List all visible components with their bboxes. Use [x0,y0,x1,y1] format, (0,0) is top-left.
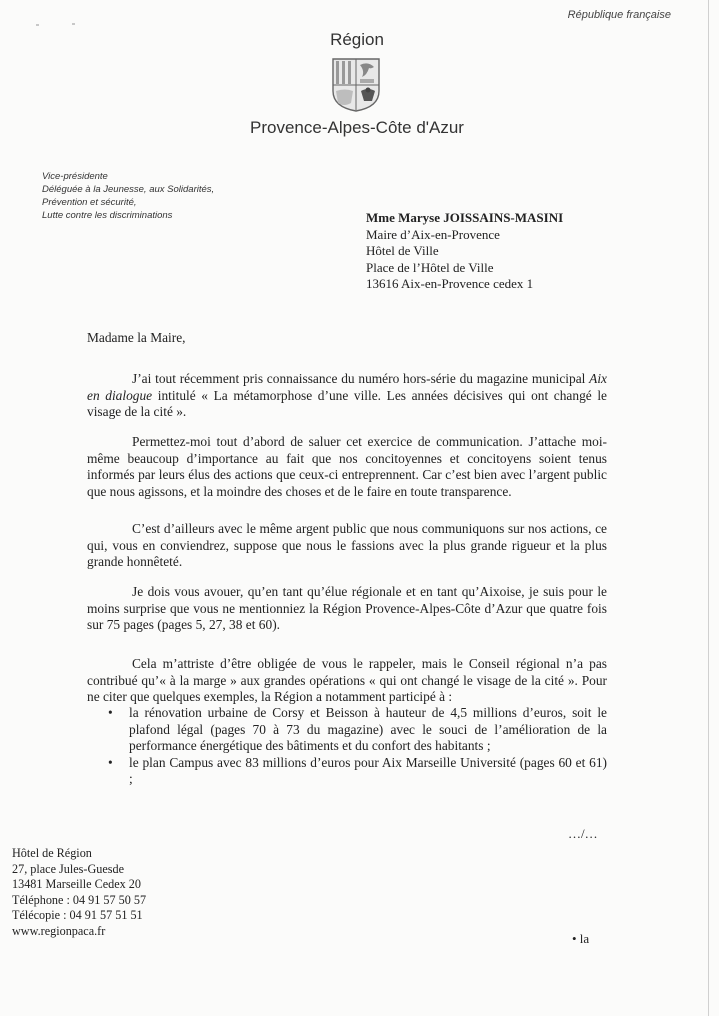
next-page-hint: • la [572,931,590,946]
recipient-line: Maire d’Aix-en-Provence [366,226,500,242]
sender-title-line: Déléguée à la Jeunesse, aux Solidarités, [42,184,215,195]
recipient-line: Place de l’Hôtel de Ville [366,259,494,275]
contribution-list [87,705,607,788]
p1-text-end: intitulé « La métamorphose d’une ville. Les années décisives qui ont changé le visage de la cité ». [87,387,607,419]
list-item-text: le plan Campus avec 83 millions d’euros pour Aix Marseille Université (pages 60 et 61) ; [129,754,607,786]
continued-marker: …/… [568,826,598,841]
region-name: Provence-Alpes-Côte d'Azur [250,118,464,137]
bullet-mark: • [108,705,113,720]
footer-line: 27, place Jules-Guesde [12,861,125,876]
republic-label: République française [567,9,671,21]
scan-speck [36,24,39,26]
recipient-line: Hôtel de Ville [366,243,439,259]
footer-website: www.regionpaca.fr [12,923,106,938]
list-item [87,755,607,788]
recipient-name: Mme Maryse JOISSAINS-MASINI [366,210,564,225]
footer-line: Téléphone : 04 91 57 50 57 [12,892,147,907]
scan-speck [72,23,75,25]
paragraph-4: Je dois vous avouer, qu’en tant qu’élue régionale et en tant qu’Aixoise, je suis pour le moins surprise que vous ne mentionniez la Région Provence-Alpes-Côte d’Azur que quatre fois sur 75 pages (pages 5, 27, 38 et 60). [87,584,607,632]
salutation: Madame la Maire, [87,330,186,345]
coat-of-arms-icon [331,57,381,113]
recipient-line: 13616 Aix-en-Provence cedex 1 [366,276,534,292]
bullet-mark: • [108,754,113,770]
recipient-address [366,210,563,293]
footer-line: Télécopie : 04 91 57 51 51 [12,908,143,922]
paragraph-2: Permettez-moi tout d’abord de saluer cet exercice de communication. J’attache moi-même beaucoup d’importance au fait que nos concitoyennes et concitoyens soient tenus informés par leurs élus des actions que ceux-ci entreprennent. Car c’est bien avec l’argent public que nous agissons, et la moindre des choses et de le faire en toute transparence. [87,434,607,499]
paragraph-3: C’est d’ailleurs avec le même argent public que nous communiquons sur nos actions, ce qui, vous en conviendrez, suppose que nous le fassions avec la plus grande rigueur et la plus grande honnêteté. [87,521,607,569]
list-item-text: la rénovation urbaine de Corsy et Beisson à hauteur de 4,5 millions d’euros, soit le plafond légal (pages 70 à 73 du magazine) avec le souci de l’amélioration de la performance énergétique des bâtiments et du confort des habitants ; [129,705,607,753]
sender-title-line: Lutte contre les discriminations [42,210,173,221]
footer-line: 13481 Marseille Cedex 20 [12,877,141,891]
paragraph-1 [87,371,607,421]
paragraph-5: Cela m’attriste d’être obligée de vous le rappeler, mais le Conseil régional n’a pas contribué qu’« à la marge » aux grandes opérations « qui ont changé le visage de la cité ». Pour ne citer que quelques exemples, la Région a notamment participé à : [87,656,607,704]
list-item [87,705,607,755]
sender-titles [42,170,214,222]
sender-title-line: Prévention et sécurité, [42,197,137,208]
region-title: Région [330,30,384,49]
magazine-title: Aix en dialogue [87,371,607,403]
footer-address [12,846,146,939]
p1-text: J’ai tout récemment pris connaissance du numéro hors-série du magazine municipal [132,371,590,386]
page-edge-line [708,0,709,1016]
footer-line: Hôtel de Région [12,846,92,860]
sender-title-line: Vice-présidente [42,171,108,182]
